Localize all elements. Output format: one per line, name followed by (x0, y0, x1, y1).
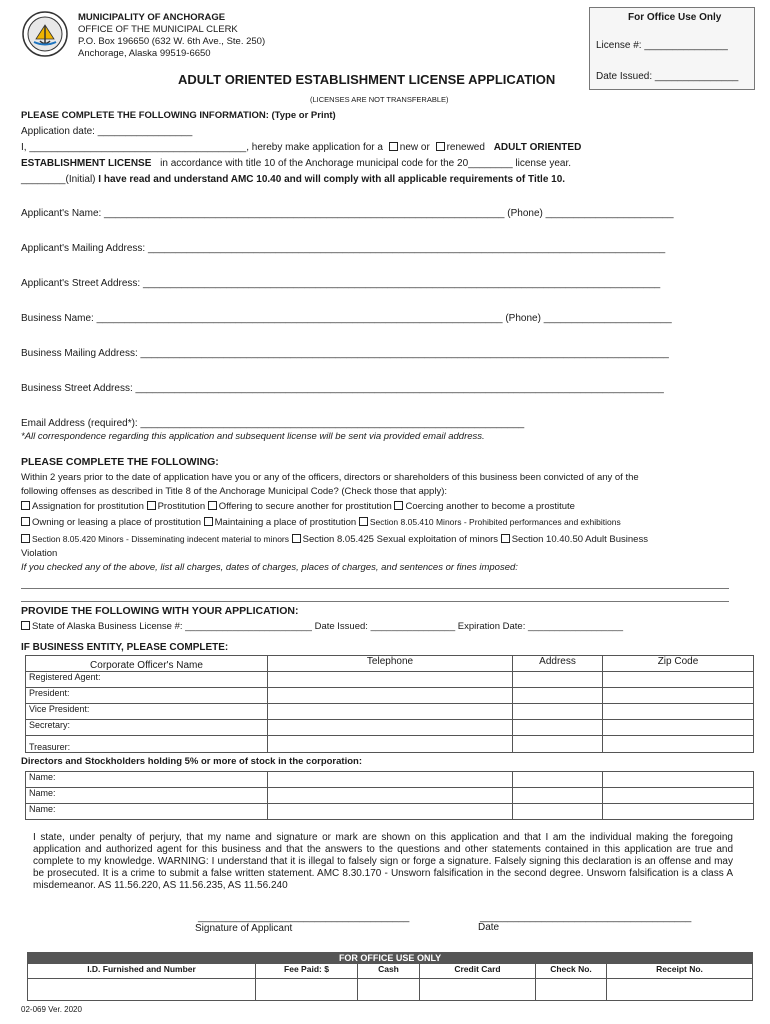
charges-instruction: If you checked any of the above, list all charges, dates of charges, places of charges, and sentences or fines imposed: (21, 562, 518, 573)
office-box-title: For Office Use Only (628, 12, 722, 23)
directors-table (25, 771, 754, 820)
header-city: Anchorage, Alaska 99519-6650 (78, 48, 211, 59)
signature-line[interactable]: ______________________________________ (198, 912, 410, 923)
col-officer-name: Corporate Officer's Name (26, 656, 268, 672)
office-use-title: FOR OFFICE USE ONLY (28, 953, 753, 964)
director-name-cell[interactable]: Name: (26, 788, 268, 804)
offense-checkbox[interactable] (501, 534, 510, 543)
business-name-field[interactable]: Business Name: _________________________________________________________________________ (Phone) _______________________ (21, 313, 672, 324)
table-cell[interactable] (513, 672, 603, 688)
table-cell[interactable] (268, 772, 513, 788)
office-use-table (27, 952, 753, 1001)
table-cell[interactable] (268, 704, 513, 720)
table-cell[interactable] (603, 788, 754, 804)
col-credit-card: Credit Card (420, 964, 536, 979)
header-office: OFFICE OF THE MUNICIPAL CLERK (78, 24, 238, 35)
table-row (26, 720, 754, 736)
offense-checkbox[interactable] (204, 517, 213, 526)
table-cell[interactable] (603, 720, 754, 736)
table-cell[interactable] (420, 979, 536, 1001)
table-row (26, 772, 754, 788)
offense-label: Section 8.05.410 Minors - Prohibited performances and exhibitions (369, 517, 621, 527)
table-cell[interactable] (513, 772, 603, 788)
offense-checkbox[interactable] (359, 517, 368, 526)
table-cell[interactable] (268, 688, 513, 704)
charges-line-1[interactable] (21, 588, 729, 589)
applicant-declaration-line (21, 142, 581, 153)
form-version: 02-069 Ver. 2020 (21, 1005, 82, 1014)
col-telephone: Telephone (268, 656, 513, 672)
offense-checkbox[interactable] (21, 517, 30, 526)
license-year-text: in accordance with title 10 of the Anchorage municipal code for the 20________ license year. (160, 158, 571, 169)
intro-heading: PLEASE COMPLETE THE FOLLOWING INFORMATION: (Type or Print) (21, 110, 336, 121)
director-name-cell[interactable]: Name: (26, 772, 268, 788)
header-pobox: P.O. Box 196650 (632 W. 6th Ave., Ste. 250) (78, 36, 266, 47)
municipal-seal-icon (22, 11, 68, 57)
offense-checkbox[interactable] (147, 501, 156, 510)
office-license-field[interactable]: License #: _______________ (596, 40, 728, 51)
table-cell[interactable] (603, 736, 754, 753)
date-line[interactable]: ______________________________________ (480, 912, 692, 923)
table-cell[interactable] (256, 979, 358, 1001)
offenses-question-line1: Within 2 years prior to the date of application have you or any of the officers, directors or shareholders of this business been convicted of any of the (21, 472, 639, 483)
table-cell[interactable] (513, 720, 603, 736)
office-date-field[interactable]: Date Issued: _______________ (596, 71, 739, 82)
officer-role-label[interactable]: Vice President: (26, 704, 268, 720)
email-note: *All correspondence regarding this application and subsequent license will be sent via provided email address. (21, 431, 485, 442)
officers-table (25, 655, 754, 753)
table-cell[interactable] (513, 804, 603, 820)
offense-label: Section 8.05.425 Sexual exploitation of minors (302, 534, 499, 545)
col-check-no: Check No. (536, 964, 607, 979)
col-fee-paid: Fee Paid: $ (256, 964, 358, 979)
offense-label: Owning or leasing a place of prostitution (32, 517, 201, 528)
office-use-title-row (28, 953, 753, 964)
license-year-line (21, 158, 571, 169)
new-label: new or (399, 142, 430, 153)
table-cell[interactable] (603, 688, 754, 704)
table-row (26, 688, 754, 704)
offenses-question-line2: following offenses as described in Title 8 of the Anchorage Municipal Code? (Check those that apply): (21, 486, 447, 497)
aoe-label: ADULT ORIENTED (493, 142, 582, 153)
offense-checkbox[interactable] (21, 501, 30, 510)
office-use-header-row (28, 964, 753, 979)
table-cell[interactable] (268, 736, 513, 753)
col-receipt-no: Receipt No. (607, 964, 753, 979)
table-cell[interactable] (603, 672, 754, 688)
perjury-declaration: I state, under penalty of perjury, that my name and signature or mark are shown on this application and that I am the individual making the foregoing application and authorized agent for this business and that the answers to the questions and other statements contained in this application are true and complete to my knowledge. WARNING: I understand that it is illegal to falsely sign or forge a signature. Falsely signing this declaration is an offense and may be prosecuted. It is a crime to submit a false written statement. AMC 8.30.170 - Unsworn falsification in the second degree. Unsworn falsification is a class A misdemeanor. AS 11.56.220, AS 11.56.235, AS 11.56.240 (33, 832, 733, 891)
director-name-cell[interactable]: Name: (26, 804, 268, 820)
initial-field[interactable]: ________(Initial) (21, 174, 96, 185)
col-cash: Cash (358, 964, 420, 979)
form-subtitle: (LICENSES ARE NOT TRANSFERABLE) (310, 95, 449, 104)
table-row (26, 672, 754, 688)
initial-statement: I have read and understand AMC 10.40 and will comply with all applicable requirements of Title 10. (98, 174, 566, 185)
table-cell[interactable] (268, 804, 513, 820)
table-cell[interactable] (513, 788, 603, 804)
renewed-checkbox[interactable] (436, 142, 445, 151)
offense-row-3 (21, 534, 648, 545)
offense-checkbox[interactable] (292, 534, 301, 543)
table-row (26, 736, 754, 753)
table-cell[interactable] (536, 979, 607, 1001)
table-row (26, 788, 754, 804)
col-address: Address (513, 656, 603, 672)
office-use-box (589, 7, 755, 90)
officers-header-row (26, 656, 754, 672)
table-cell[interactable] (268, 720, 513, 736)
entity-heading: IF BUSINESS ENTITY, PLEASE COMPLETE: (21, 642, 229, 653)
offense-label: Maintaining a place of prostitution (214, 517, 357, 528)
officer-role-label[interactable]: Treasurer: (26, 736, 268, 753)
table-row (26, 804, 754, 820)
violation-label: Violation (21, 548, 58, 559)
table-cell[interactable] (607, 979, 753, 1001)
signature-label: Signature of Applicant (195, 923, 293, 934)
applicant-mailing-field[interactable]: Applicant's Mailing Address: _____________________________________________________________________________________________ (21, 243, 666, 254)
table-cell[interactable] (603, 704, 754, 720)
form-title: ADULT ORIENTED ESTABLISHMENT LICENSE APPLICATION (178, 72, 556, 87)
offense-label: Prostitution (157, 501, 206, 512)
applicant-name-blank[interactable]: I, _______________________________________, hereby make application for a (21, 142, 383, 153)
table-cell[interactable] (358, 979, 420, 1001)
date-label: Date (478, 922, 500, 933)
table-cell[interactable] (603, 804, 754, 820)
header-municipality: MUNICIPALITY OF ANCHORAGE (78, 12, 226, 23)
offense-checkbox[interactable] (394, 501, 403, 510)
business-license-checkbox[interactable] (21, 621, 30, 630)
offense-label: Coercing another to become a prostitute (405, 501, 575, 512)
table-cell[interactable] (28, 979, 256, 1001)
col-id-furnished: I.D. Furnished and Number (28, 964, 256, 979)
offense-label: Assignation for prostitution (32, 501, 144, 512)
business-street-field[interactable]: Business Street Address: _______________________________________________________________________________________________ (21, 383, 664, 394)
offense-label: Section 8.05.420 Minors - Disseminating indecent material to minors (32, 534, 290, 544)
table-row (26, 704, 754, 720)
col-zip: Zip Code (603, 656, 754, 672)
directors-heading: Directors and Stockholders holding 5% or more of stock in the corporation: (21, 756, 362, 767)
offense-row-1 (21, 501, 575, 512)
offense-label: Offering to secure another for prostitution (218, 501, 392, 512)
table-cell[interactable] (603, 772, 754, 788)
table-cell[interactable] (513, 704, 603, 720)
establishment-license-label: ESTABLISHMENT LICENSE (21, 158, 152, 169)
business-mailing-field[interactable]: Business Mailing Address: _______________________________________________________________________________________________ (21, 348, 669, 359)
new-checkbox[interactable] (389, 142, 398, 151)
offense-row-2 (21, 517, 621, 528)
application-date-field[interactable]: Application date: _________________ (21, 126, 193, 137)
officer-role-label[interactable]: Registered Agent: (26, 672, 268, 688)
table-cell[interactable] (513, 736, 603, 753)
business-license-fields[interactable]: State of Alaska Business License #: ________________________ Date Issued: ________________ Expiration Date: __________________ (32, 621, 624, 632)
officer-role-label[interactable]: President: (26, 688, 268, 704)
table-row (28, 979, 753, 1001)
renewed-label: renewed (446, 142, 485, 153)
section-provide-heading: PROVIDE THE FOLLOWING WITH YOUR APPLICATION: (21, 605, 299, 617)
applicant-name-field[interactable]: Applicant's Name: ________________________________________________________________________ (Phone) _______________________ (21, 208, 674, 219)
offense-checkbox[interactable] (208, 501, 217, 510)
offense-checkbox[interactable] (21, 534, 30, 543)
business-license-line (21, 621, 623, 632)
applicant-street-field[interactable]: Applicant's Street Address: _____________________________________________________________________________________________ (21, 278, 661, 289)
charges-line-2[interactable] (21, 601, 729, 602)
table-cell[interactable] (268, 672, 513, 688)
table-cell[interactable] (513, 688, 603, 704)
email-field[interactable]: Email Address (required*): _____________________________________________________________________ (21, 418, 525, 429)
section-offenses-heading: PLEASE COMPLETE THE FOLLOWING: (21, 456, 219, 468)
offense-label: Section 10.40.50 Adult Business (511, 534, 648, 545)
initial-line (21, 174, 565, 185)
table-cell[interactable] (268, 788, 513, 804)
officer-role-label[interactable]: Secretary: (26, 720, 268, 736)
